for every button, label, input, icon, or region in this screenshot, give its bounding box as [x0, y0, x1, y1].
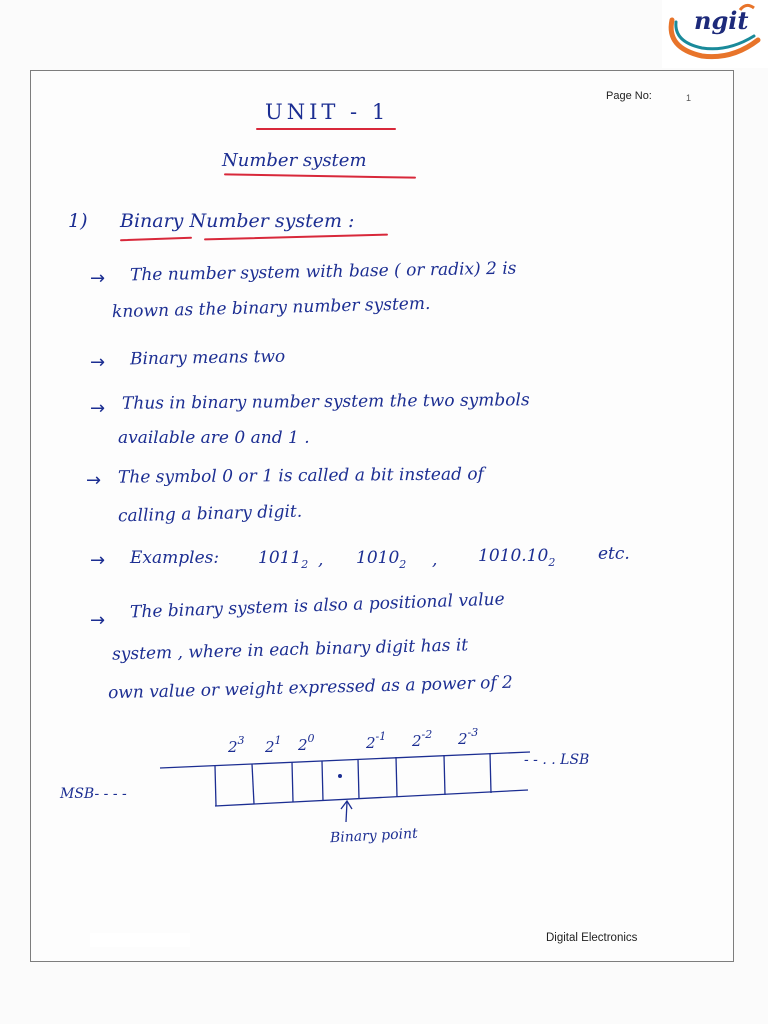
point-4-line-1: The symbol 0 or 1 is called a bit instead of: [117, 464, 484, 488]
point-6-line-3: own value or weight expressed as a power of 2: [107, 672, 514, 704]
bullet-arrow-icon: →: [86, 470, 102, 491]
binary-point-label: Binary point: [329, 825, 419, 847]
register-cell-divider: [215, 766, 216, 806]
example-1: $1011_2$: [258, 548, 309, 571]
register-cell-divider: [252, 764, 254, 804]
msb-label: MSB- - - -: [60, 786, 127, 802]
power-label: $2^{-2}$: [412, 728, 433, 750]
binary-point-dot: [338, 774, 342, 778]
power-label: $2^3$: [228, 734, 245, 756]
point-1-line-2: known as the binary number system.: [111, 293, 431, 323]
power-label: $2^0$: [298, 732, 315, 754]
examples-suffix: etc.: [598, 544, 630, 564]
bullet-arrow-icon: →: [90, 550, 106, 571]
power-label: $2^{-1}$: [366, 730, 387, 752]
point-1-line-1: The number system with base ( or radix) 2 is: [129, 258, 517, 286]
register-cell-divider: [444, 755, 445, 795]
footer-subject: Digital Electronics: [546, 932, 638, 944]
logo-text: ngit: [694, 6, 749, 35]
lsb-label: - - . . LSB: [524, 752, 590, 768]
power-label: $2^{-3}$: [458, 726, 479, 748]
example-3: $1010.10_2$: [478, 546, 556, 569]
section-heading: Binary Number system :: [120, 210, 355, 232]
point-3-line-1: Thus in binary number system the two symbols: [121, 390, 530, 414]
bullet-arrow-icon: →: [90, 268, 106, 289]
point-4-line-2: calling a binary digit.: [117, 501, 303, 527]
page-number-label: Page No:: [606, 90, 652, 102]
binary-point-arrow: [346, 802, 347, 822]
bullet-arrow-icon: →: [90, 398, 106, 419]
register-top-line: [160, 752, 530, 768]
register-cell-divider: [292, 762, 293, 802]
point-6-line-2: system , where in each binary digit has it: [111, 635, 469, 665]
point-3-line-2: available are 0 and 1 .: [118, 428, 310, 448]
example-2: $1010_2$: [356, 548, 407, 571]
register-cell-divider: [358, 759, 359, 799]
bullet-arrow-icon: →: [90, 352, 106, 373]
register-bottom-line: [215, 790, 528, 806]
subtitle: Number system: [222, 150, 367, 171]
power-label: $2^1$: [265, 734, 282, 756]
register-cell-divider: [396, 757, 397, 797]
point-2-line-1: Binary means two: [129, 346, 286, 370]
whiteout-patch: [90, 933, 190, 947]
register-cell-divider: [322, 761, 323, 801]
unit-title: UNIT - 1: [265, 100, 390, 124]
example-separator: ,: [432, 550, 438, 570]
examples-label: Examples:: [130, 548, 220, 568]
bullet-arrow-icon: →: [90, 610, 106, 631]
register-cell-divider: [490, 753, 491, 793]
page-number-value: 1: [686, 93, 692, 103]
section-number: 1): [68, 210, 88, 232]
example-separator: ,: [318, 550, 324, 570]
point-6-line-1: The binary system is also a positional value: [129, 589, 505, 623]
